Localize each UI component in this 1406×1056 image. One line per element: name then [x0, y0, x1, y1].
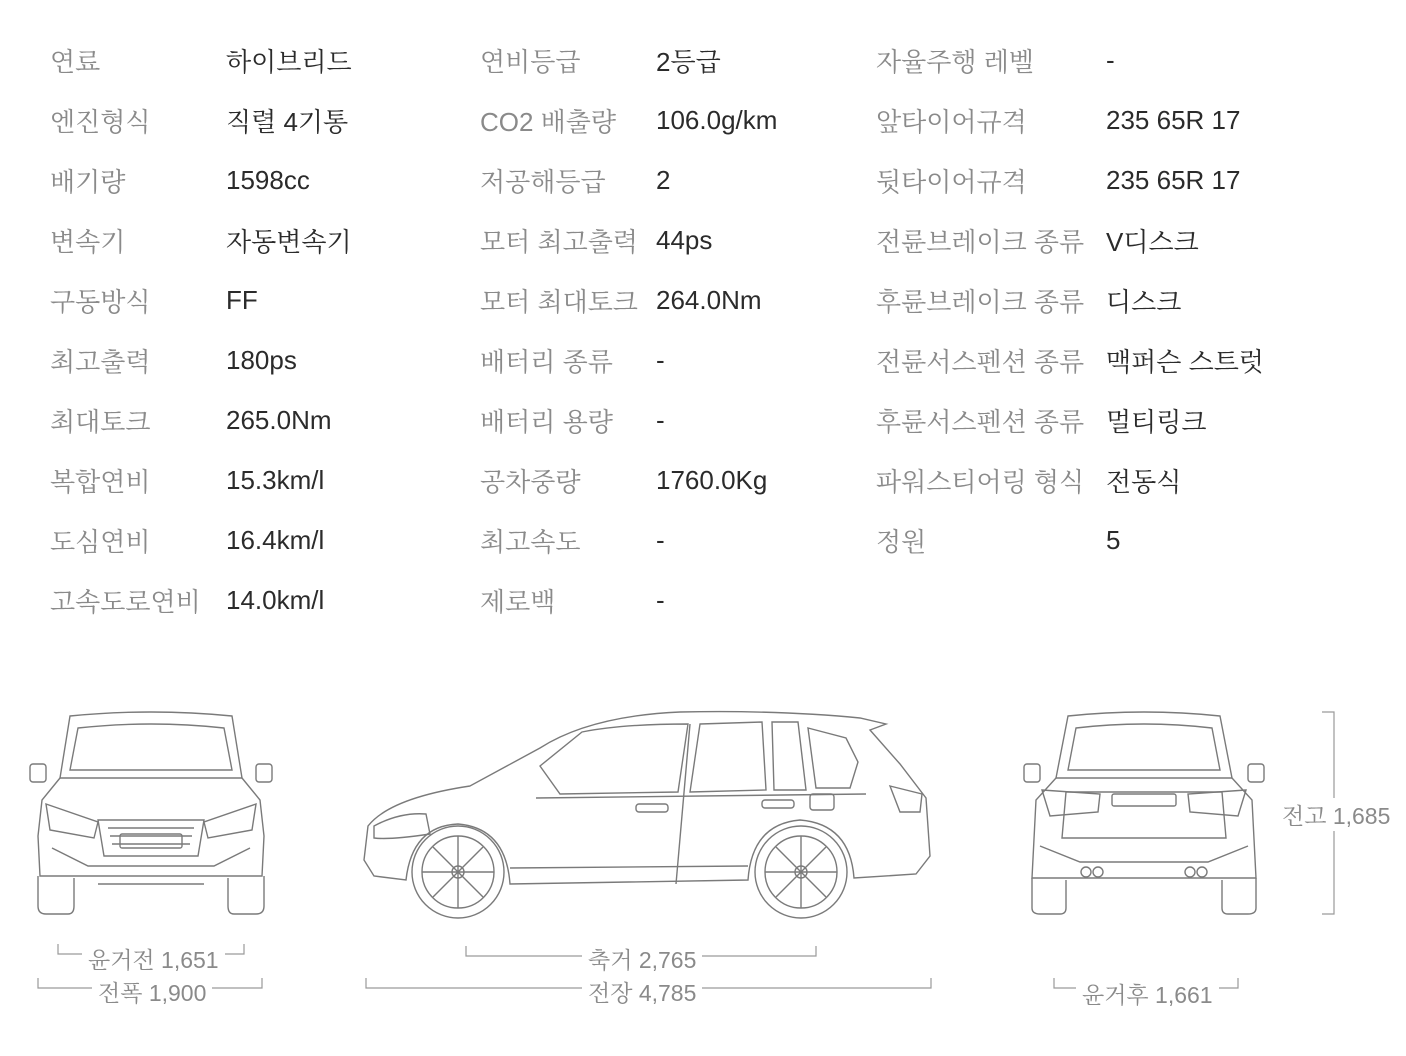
- spec-row: [50, 390, 352, 450]
- spec-value: 디스크: [1106, 286, 1182, 317]
- width-label: 전폭 1,900: [92, 975, 212, 1008]
- spec-row: [876, 330, 1264, 390]
- spec-label: 구동방식: [50, 286, 151, 317]
- spec-row: [876, 270, 1264, 330]
- length-label: 전장 4,785: [582, 975, 702, 1008]
- front-track-label: 윤거전 1,651: [82, 942, 225, 975]
- spec-label: 연료: [50, 46, 101, 77]
- spec-row: [50, 330, 352, 390]
- spec-label: 연비등급: [480, 46, 581, 77]
- spec-label: 배기량: [50, 166, 126, 197]
- spec-label: 저공해등급: [480, 166, 606, 197]
- spec-row: [50, 270, 352, 330]
- spec-label: 변속기: [50, 226, 126, 257]
- spec-value: 맥퍼슨 스트럿: [1106, 346, 1264, 377]
- spec-row: [480, 510, 777, 570]
- spec-value: -: [1106, 44, 1115, 75]
- spec-value: 16.4km/l: [226, 524, 325, 555]
- spec-value: 180ps: [226, 344, 297, 375]
- spec-label: 복합연비: [50, 466, 151, 497]
- spec-column-2: [480, 30, 777, 630]
- spec-row: [876, 510, 1264, 570]
- spec-label: 자율주행 레벨: [876, 46, 1034, 77]
- spec-label: CO2 배출량: [480, 106, 617, 137]
- spec-row: [50, 450, 352, 510]
- spec-value: -: [656, 344, 665, 375]
- spec-label: 도심연비: [50, 526, 151, 557]
- spec-column-1: [50, 30, 352, 630]
- spec-value: 235 65R 17: [1106, 164, 1241, 195]
- spec-row: [876, 150, 1264, 210]
- spec-value: 1598cc: [226, 164, 310, 195]
- spec-label: 앞타이어규격: [876, 106, 1027, 137]
- spec-label: 최고속도: [480, 526, 581, 557]
- spec-label: 최고출력: [50, 346, 151, 377]
- spec-value: -: [656, 524, 665, 555]
- spec-label: 배터리 용량: [480, 406, 613, 437]
- spec-label: 배터리 종류: [480, 346, 613, 377]
- spec-label: 고속도로연비: [50, 586, 201, 617]
- spec-row: [876, 210, 1264, 270]
- spec-value: 2: [656, 164, 671, 195]
- spec-row: [480, 330, 777, 390]
- spec-label: 엔진형식: [50, 106, 151, 137]
- spec-label: 전륜브레이크 종류: [876, 226, 1085, 257]
- spec-value: 44ps: [656, 224, 713, 255]
- spec-row: [480, 90, 777, 150]
- rear-track-label: 윤거후 1,661: [1076, 977, 1219, 1010]
- spec-row: [50, 210, 352, 270]
- spec-row: [50, 570, 352, 630]
- spec-value: -: [656, 584, 665, 615]
- spec-value: 자동변속기: [226, 226, 352, 257]
- spec-value: 14.0km/l: [226, 584, 325, 615]
- spec-value: 15.3km/l: [226, 464, 325, 495]
- spec-row: [876, 450, 1264, 510]
- height-label: 전고 1,685: [1276, 798, 1396, 831]
- spec-value: 265.0Nm: [226, 404, 332, 435]
- spec-label: 공차중량: [480, 466, 581, 497]
- spec-label: 전륜서스펜션 종류: [876, 346, 1085, 377]
- spec-row: [480, 30, 777, 90]
- spec-row: [876, 90, 1264, 150]
- spec-row: [480, 450, 777, 510]
- spec-row: [480, 270, 777, 330]
- spec-value: 106.0g/km: [656, 104, 778, 135]
- spec-row: [480, 390, 777, 450]
- spec-label: 최대토크: [50, 406, 151, 437]
- spec-value: V디스크: [1106, 226, 1199, 257]
- spec-value: 235 65R 17: [1106, 104, 1241, 135]
- spec-value: 2등급: [656, 46, 721, 77]
- spec-row: [480, 210, 777, 270]
- spec-value: 하이브리드: [226, 46, 352, 77]
- spec-value: 전동식: [1106, 466, 1182, 497]
- spec-row: [480, 570, 777, 630]
- wheelbase-label: 축거 2,765: [582, 942, 702, 975]
- spec-row: [50, 90, 352, 150]
- spec-column-3: [876, 30, 1264, 570]
- spec-value: 264.0Nm: [656, 284, 762, 315]
- spec-value: 멀티링크: [1106, 406, 1207, 437]
- spec-row: [876, 390, 1264, 450]
- spec-value: FF: [226, 284, 258, 315]
- spec-label: 정원: [876, 526, 927, 557]
- spec-value: 5: [1106, 524, 1121, 555]
- spec-row: [50, 30, 352, 90]
- spec-label: 뒷타이어규격: [876, 166, 1027, 197]
- spec-row: [50, 150, 352, 210]
- spec-value: -: [656, 404, 665, 435]
- spec-row: [876, 30, 1264, 90]
- spec-label: 후륜서스펜션 종류: [876, 406, 1085, 437]
- spec-label: 모터 최대토크: [480, 286, 638, 317]
- spec-row: [480, 150, 777, 210]
- spec-label: 파워스티어링 형식: [876, 466, 1085, 497]
- spec-label: 후륜브레이크 종류: [876, 286, 1085, 317]
- spec-label: 제로백: [480, 586, 556, 617]
- spec-label: 모터 최고출력: [480, 226, 638, 257]
- dimension-diagram: [0, 690, 1406, 1056]
- spec-value: 직렬 4기통: [226, 106, 349, 137]
- spec-value: 1760.0Kg: [656, 464, 768, 495]
- spec-row: [50, 510, 352, 570]
